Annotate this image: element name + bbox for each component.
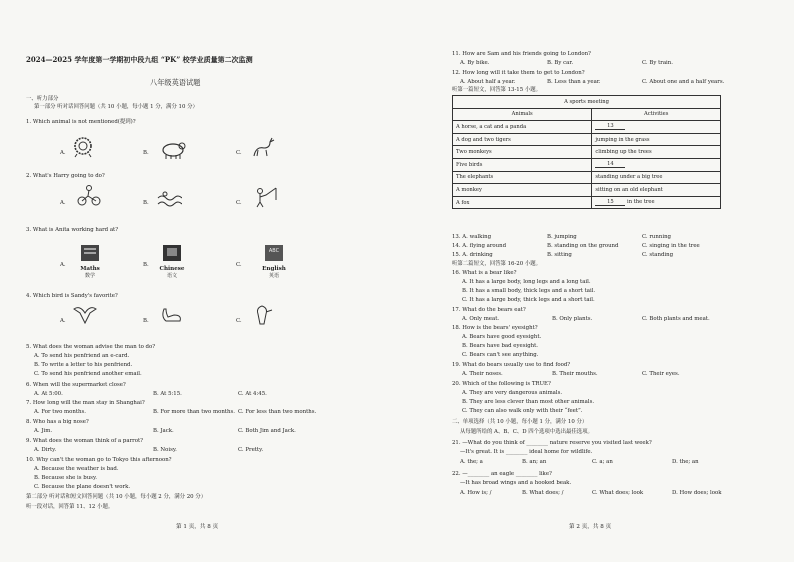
exam-subtitle: 八年级英语试题 (150, 78, 201, 87)
q21-option-a: A. the; a (460, 459, 483, 465)
subject-chinese (158, 266, 186, 279)
table-cell: sitting on an old elephant (592, 184, 721, 197)
part2-instruction: 第二部分 听对话和短文回答问题（共 10 小题，每小题 2 分，满分 20 分） (26, 494, 207, 500)
q19-option-c: C. Their eyes. (642, 371, 680, 377)
q22-option-d: D. How does; look (672, 490, 722, 496)
q10-option-b: B. Because she is busy. (34, 475, 97, 481)
cycling-picture (76, 184, 102, 206)
q3-letter-b: B. (143, 262, 149, 268)
q18-option-b: B. Bears have bad eyesight. (462, 343, 538, 349)
table-cell: Five birds (453, 158, 592, 171)
table-cell (592, 196, 721, 209)
note-16-20: 听第二篇短文，回答第 16-20 小题。 (452, 261, 542, 267)
q2-letter-b: B. (143, 200, 149, 206)
deer-picture (250, 136, 276, 158)
q14-option-c: C. singing in the tree (642, 243, 700, 249)
answer-blank-13: 13 (595, 123, 625, 130)
q7-option-a: A. For two months. (34, 409, 86, 415)
page-right (397, 0, 794, 562)
parrot-picture (250, 304, 276, 326)
table-header-activities: Activities (592, 108, 721, 121)
q1-letter-c: C. (236, 150, 242, 156)
note-13-15: 听第一篇短文，回答第 13-15 小题。 (452, 87, 542, 93)
table-cell (592, 121, 721, 134)
question-3: 3. What is Anita working hard at? (26, 227, 119, 233)
lion-picture (70, 136, 96, 158)
subject-english (260, 266, 288, 279)
q7-option-b: B. For more than two months. (153, 409, 235, 415)
table-cell: jumping in the grass (592, 133, 721, 146)
svg-text:ABC: ABC (268, 248, 280, 254)
q15-option-a: 15. A. drinking (452, 252, 493, 258)
table-row (453, 121, 721, 134)
exam-title: 2024—2025 学年度第一学期初中段九组 “PK” 校学业质量第二次监测 (26, 55, 253, 64)
question-21-reply: —It's great. It is ________ ideal home for wildlife. (460, 449, 593, 455)
q1-letter-a: A. (60, 150, 66, 156)
q17-option-a: A. Only meat. (462, 316, 500, 322)
question-5: 5. What does the woman advise the man to do? (26, 344, 156, 350)
q5-option-a: A. To send his penfriend an e-card. (34, 353, 130, 359)
maths-book-picture (78, 244, 102, 262)
q13-option-c: C. running (642, 234, 671, 240)
subject-chinese-zh: 语文 (166, 273, 177, 279)
q13-option-b: B. jumping (547, 234, 577, 240)
q18-option-c: C. Bears can't see anything. (462, 352, 539, 358)
q5-option-b: B. To write a letter to his penfriend. (34, 362, 133, 368)
page-footer-left: 第 1 页，共 8 页 (176, 524, 219, 530)
q11-option-c: C. By train. (642, 60, 673, 66)
table-title: A sports meeting (453, 96, 721, 109)
q18-option-a: A. Bears have good eyesight. (462, 334, 542, 340)
table-row (453, 196, 721, 209)
answer-blank-14: 14 (595, 161, 625, 168)
subject-maths-zh: 数学 (84, 273, 95, 279)
q9-option-b: B. Noisy. (153, 447, 177, 453)
q9-option-c: C. Pretty. (238, 447, 264, 453)
swan-picture (158, 305, 184, 327)
table-cell: A dog and two tigers (453, 133, 592, 146)
q12-option-a: A. About half a year. (460, 79, 516, 85)
q16-option-a: A. It has a large body, long legs and a long tail. (462, 279, 591, 285)
sports-meeting-table (452, 95, 721, 209)
question-4: 4. Which bird is Sandy's favorite? (26, 293, 118, 299)
q21-option-b: B. an; an (522, 459, 547, 465)
q8-option-b: B. Jack. (153, 428, 174, 434)
fishing-picture (252, 186, 278, 208)
table-cell: The elephants (453, 171, 592, 184)
q3-letter-a: A. (60, 262, 66, 268)
swimming-picture (156, 188, 182, 210)
q5-option-c: C. To send his penfriend another email. (34, 371, 142, 377)
table-cell: standing under a big tree (592, 171, 721, 184)
q14-option-b: B. standing on the ground (547, 243, 619, 249)
q6-option-c: C. At 4:45. (238, 391, 267, 397)
q22-option-c: C. What does; look (592, 490, 644, 496)
q22-option-b: B. What does; / (522, 490, 564, 496)
table-cell: climbing up the trees (592, 146, 721, 159)
q2-letter-c: C. (236, 200, 242, 206)
english-book-picture (262, 244, 286, 262)
q11-option-b: B. By car. (547, 60, 574, 66)
question-7: 7. How long will the man stay in Shanghai? (26, 400, 145, 406)
q21-option-c: C. a; an (592, 459, 613, 465)
answer-blank-15: 15 (595, 199, 625, 206)
q2-letter-a: A. (60, 200, 66, 206)
section-single-choice: 二、单项选择（共 10 小题，每小题 1 分，满分 10 分） (452, 419, 588, 425)
question-12: 12. How long will it take them to get to London? (452, 70, 585, 76)
q9-option-a: A. Dirty. (34, 447, 57, 453)
q10-option-c: C. Because the plane doesn't work. (34, 484, 131, 490)
eagle-picture (72, 303, 98, 325)
q8-option-a: A. Jim. (34, 428, 53, 434)
q20-option-b: B. They are less clever than most other animals. (462, 399, 595, 405)
q22-option-a: A. How is; / (460, 490, 492, 496)
part1-instruction: 第一部分 听对话回答问题（共 10 小题，每小题 1 分，满分 10 分） (34, 104, 198, 110)
question-20: 20. Which of the following is TRUE? (452, 381, 551, 387)
q6-option-b: B. At 5:15. (153, 391, 182, 397)
table-row (453, 158, 721, 171)
q17-option-c: C. Both plants and meat. (642, 316, 710, 322)
question-8: 8. Who has a big nose? (26, 419, 89, 425)
q14-option-a: 14. A. flying around (452, 243, 507, 249)
q3-letter-c: C. (236, 262, 242, 268)
subject-english-en: English (262, 266, 286, 272)
section-listening: 一、听力部分 (26, 96, 59, 102)
table-row (453, 146, 721, 159)
q12-option-c: C. About one and a half years. (642, 79, 725, 85)
section-single-choice-note: 从每题所给的 A、B、C、D 四个选项中选出最佳选项。 (460, 429, 593, 435)
bear-picture (160, 138, 186, 160)
table-header-animals: Animals (453, 108, 592, 121)
q8-option-c: C. Both Jim and Jack. (238, 428, 296, 434)
table-cell: A monkey (453, 184, 592, 197)
q20-option-c: C. They can also walk only with their “feet”. (462, 408, 583, 414)
question-17: 17. What do the bears eat? (452, 307, 526, 313)
q17-option-b: B. Only plants. (552, 316, 593, 322)
part2-note: 听一段对话，回答第 11、12 小题。 (26, 504, 114, 510)
q6-option-a: A. At 5:00. (34, 391, 63, 397)
table-row (453, 184, 721, 197)
table-row (453, 133, 721, 146)
q10-option-a: A. Because the weather is bad. (34, 466, 119, 472)
subject-chinese-en: Chinese (159, 266, 185, 272)
q16-option-c: C. It has a large body, thick legs and a short tail. (462, 297, 595, 303)
question-1: 1. Which animal is not mentioned(提到)? (26, 119, 136, 125)
question-19: 19. What do bears usually use to find food? (452, 362, 571, 368)
row-suffix: in the tree (627, 199, 655, 206)
page-footer-right: 第 2 页，共 8 页 (569, 524, 612, 530)
q4-letter-a: A. (60, 318, 66, 324)
q20-option-a: A. They are very dangerous animals. (462, 390, 563, 396)
q19-option-a: A. Their noses. (462, 371, 503, 377)
table-cell: Two monkeys (453, 146, 592, 159)
q15-option-b: B. sitting (547, 252, 572, 258)
q16-option-b: B. It has a small body, thick legs and a short tail. (462, 288, 596, 294)
question-10: 10. Why can't the woman go to Tokyo this afternoon? (26, 457, 172, 463)
q4-letter-b: B. (143, 318, 149, 324)
table-cell: A horse, a cat and a panda (453, 121, 592, 134)
subject-maths-en: Maths (80, 266, 100, 272)
q4-letter-c: C. (236, 318, 242, 324)
question-2: 2. What's Harry going to do? (26, 173, 105, 179)
subject-maths (76, 266, 104, 279)
q15-option-c: C. standing (642, 252, 674, 258)
question-11: 11. How are Sam and his friends going to London? (452, 51, 591, 57)
question-18: 18. How is the bears' eyesight? (452, 325, 538, 331)
q13-option-a: 13. A. walking (452, 234, 492, 240)
question-6: 6. When will the supermarket close? (26, 382, 126, 388)
q1-letter-b: B. (143, 150, 149, 156)
table-cell (592, 158, 721, 171)
q12-option-b: B. Less than a year. (547, 79, 601, 85)
q21-option-d: D. the; an (672, 459, 699, 465)
question-21: 21. —What do you think of ________ nature reserve you visited last week? (452, 440, 652, 446)
table-row (453, 171, 721, 184)
q7-option-c: C. For less than two months. (238, 409, 317, 415)
q11-option-a: A. By bike. (460, 60, 490, 66)
table-cell: A fox (453, 196, 592, 209)
question-22-reply: —It has broad wings and a hooked beak. (460, 480, 572, 486)
q19-option-b: B. Their mouths. (552, 371, 598, 377)
question-9: 9. What does the woman think of a parrot? (26, 438, 144, 444)
chinese-book-picture (160, 244, 184, 262)
question-22: 22. —________ an eagle ________ like? (452, 471, 552, 477)
subject-english-zh: 英语 (268, 273, 279, 279)
question-16: 16. What is a bear like? (452, 270, 517, 276)
